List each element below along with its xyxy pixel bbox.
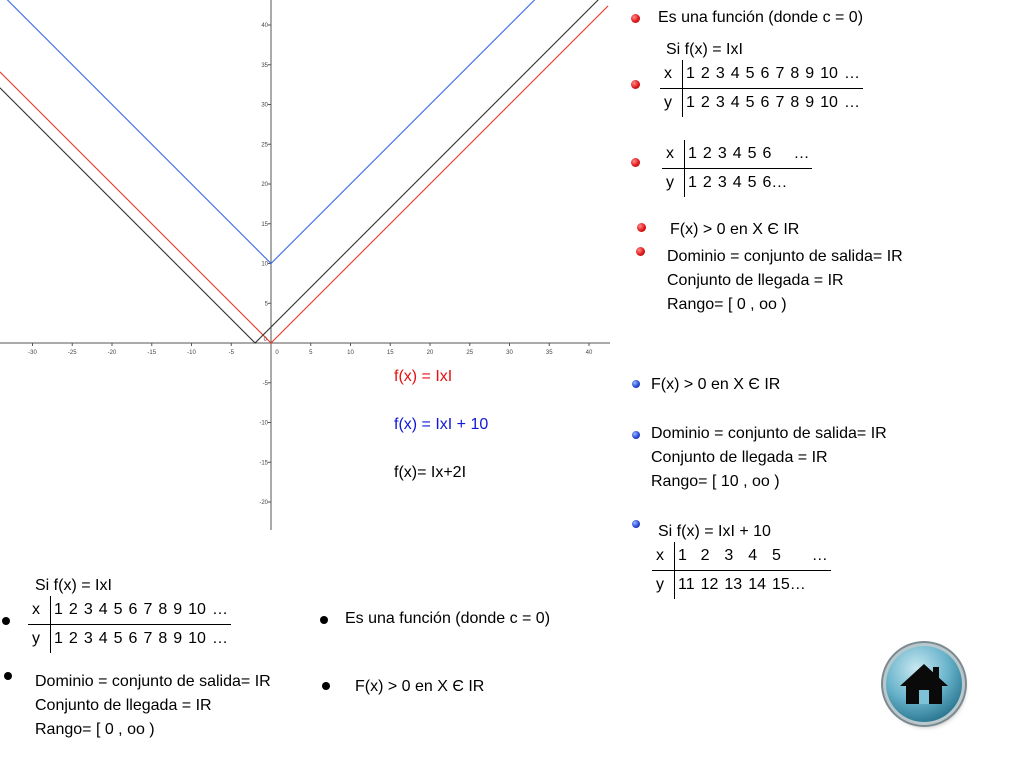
black-si-fx: Si f(x) = IxI <box>35 577 112 594</box>
red-table-2 <box>662 140 812 197</box>
table-cell: 4 <box>98 630 108 647</box>
black-positive: F(x) > 0 en X Є IR <box>355 678 485 695</box>
table-cell: 3 <box>83 630 93 647</box>
table-cell: 7 <box>775 94 785 111</box>
blue-bullet-icon <box>632 380 640 388</box>
red-llegada: Conjunto de llegada = IR <box>667 272 844 289</box>
table-cell: 12 <box>700 576 719 593</box>
x-axis-ticks <box>28 343 593 356</box>
table-header-x: x <box>660 60 683 89</box>
table-row <box>652 571 831 600</box>
table-cell: … <box>809 542 831 571</box>
home-icon <box>898 660 950 708</box>
x-tick-label: 10 <box>347 350 354 356</box>
black-is-function: Es una función (donde c = 0) <box>345 610 551 627</box>
table-cell: 1 <box>675 542 698 571</box>
blue-table <box>652 542 831 599</box>
y-tick-label: 10 <box>261 261 268 268</box>
y-tick-label: 35 <box>261 62 268 69</box>
table-cell: 7 <box>772 60 787 89</box>
x-tick-label: -20 <box>107 350 117 356</box>
blue-rango: Rango= [ 10 , oo ) <box>651 473 780 490</box>
table-cell: 5 <box>747 174 757 191</box>
table-header-y: y <box>660 89 683 118</box>
y-axis-ticks <box>259 23 271 506</box>
function-graph <box>0 0 610 530</box>
table-cell: 4 <box>96 596 111 625</box>
x-tick-label: -10 <box>187 350 196 356</box>
red-bullet-icon <box>637 223 646 232</box>
table-cell: 1 <box>683 60 698 89</box>
table-cell: 5 <box>745 140 760 169</box>
table-cell: 8 <box>787 60 802 89</box>
red-is-function: Es una función (donde c = 0) <box>658 9 864 26</box>
x-tick-label: -25 <box>67 350 77 356</box>
blue-bullet-icon <box>632 431 640 439</box>
table-cell: 14 <box>748 576 766 593</box>
table-header-y: y <box>652 571 675 600</box>
table-row <box>660 89 863 118</box>
table-header-y: y <box>28 625 51 654</box>
table-header-x: x <box>652 542 675 571</box>
y-tick-label: -15 <box>259 460 268 467</box>
table-cell: 10 <box>188 630 206 647</box>
y-tick-label: 5 <box>264 301 268 308</box>
x-tick-label: -5 <box>228 350 234 356</box>
table-cell: … <box>841 60 863 89</box>
table-cell: 11 <box>678 576 695 593</box>
table-cell: … <box>843 94 860 111</box>
x-tick-label: 25 <box>466 350 474 356</box>
blue-dominio: Dominio = conjunto de salida= IR <box>651 425 887 442</box>
table-cell: 15… <box>772 576 806 593</box>
red-bullet-icon <box>631 14 640 23</box>
table-cell: 3 <box>717 174 727 191</box>
red-bullet-icon <box>631 80 640 89</box>
red-rango: Rango= [ 0 , oo ) <box>667 296 787 313</box>
table-cell: 6… <box>762 174 788 191</box>
x-tick-label: 20 <box>426 350 434 356</box>
table-cell: 10 <box>817 60 841 89</box>
y-tick-label: 25 <box>261 142 268 149</box>
y-tick-label: -20 <box>259 500 268 506</box>
table-cell: 5 <box>113 630 123 647</box>
curve-abs-x-plus-2 <box>0 0 608 343</box>
table-cell: 10 <box>185 596 209 625</box>
table-cell: 5 <box>745 94 755 111</box>
red-bullet-icon <box>636 247 645 256</box>
y-tick-label: -5 <box>262 380 268 387</box>
legend-red-function: f(x) = IxI <box>394 368 453 385</box>
table-cell: 2 <box>68 630 78 647</box>
black-dominio: Dominio = conjunto de salida= IR <box>35 673 271 690</box>
table-cell: 6 <box>760 94 770 111</box>
table-cell: 3 <box>713 60 728 89</box>
y-tick-label: 40 <box>261 23 268 29</box>
red-si-fx: Si f(x) = IxI <box>666 41 743 58</box>
y-tick-label: 30 <box>261 102 268 109</box>
table-cell: 3 <box>721 542 745 571</box>
table-cell: 4 <box>732 174 742 191</box>
table-cell: 2 <box>698 542 722 571</box>
home-button[interactable] <box>886 646 962 722</box>
table-row <box>662 140 812 169</box>
table-row <box>652 542 831 571</box>
x-tick-label: 40 <box>585 350 593 356</box>
table-cell: 5 <box>743 60 758 89</box>
table-cell: 13 <box>724 576 743 593</box>
x-tick-label: 15 <box>386 350 394 356</box>
table-cell: 1 <box>54 630 63 647</box>
table-row <box>28 625 231 654</box>
table-cell: 3 <box>81 596 96 625</box>
x-tick-label: 0 <box>275 350 279 356</box>
table-cell: … <box>209 596 231 625</box>
x-tick-label: -30 <box>28 350 37 356</box>
table-cell: 7 <box>143 630 153 647</box>
table-cell: 9 <box>805 94 815 111</box>
table-cell: 8 <box>158 630 168 647</box>
table-cell: 2 <box>66 596 81 625</box>
table-cell: … <box>211 630 228 647</box>
blue-si-fx: Si f(x) = IxI + 10 <box>658 523 771 540</box>
table-row <box>660 60 863 89</box>
black-bullet-icon <box>322 682 330 690</box>
black-table <box>28 596 231 653</box>
black-bullet-icon <box>320 616 328 624</box>
red-dominio: Dominio = conjunto de salida= IR <box>667 248 903 265</box>
legend-blue-function: f(x) = IxI + 10 <box>394 416 489 433</box>
black-llegada: Conjunto de llegada = IR <box>35 697 212 714</box>
y-tick-label: -10 <box>259 420 268 427</box>
y-tick-label: 15 <box>261 221 268 228</box>
table-cell: 6 <box>126 596 141 625</box>
table-cell: 6 <box>760 140 791 169</box>
curve-abs-x <box>0 6 608 343</box>
table-cell: 2 <box>702 174 712 191</box>
x-tick-label: 35 <box>545 350 553 356</box>
table-cell: 8 <box>155 596 170 625</box>
red-positive: F(x) > 0 en X Є IR <box>670 221 800 238</box>
black-bullet-icon <box>4 672 12 680</box>
table-cell: 5 <box>769 542 809 571</box>
blue-positive: F(x) > 0 en X Є IR <box>651 376 781 393</box>
black-rango: Rango= [ 0 , oo ) <box>35 721 155 738</box>
table-cell: 1 <box>688 174 697 191</box>
red-table-1 <box>660 60 863 117</box>
table-row <box>662 169 812 198</box>
table-row <box>28 596 231 625</box>
table-cell: 5 <box>111 596 126 625</box>
table-cell: 2 <box>700 140 715 169</box>
blue-bullet-icon <box>632 520 640 528</box>
table-cell: 6 <box>758 60 773 89</box>
table-cell: 6 <box>128 630 138 647</box>
table-cell: 2 <box>698 60 713 89</box>
table-cell: 8 <box>790 94 800 111</box>
table-cell: 10 <box>820 94 838 111</box>
x-tick-label: 30 <box>506 350 513 356</box>
table-cell: 3 <box>715 94 725 111</box>
table-header-x: x <box>662 140 685 169</box>
table-cell: 4 <box>728 60 743 89</box>
table-cell: 1 <box>51 596 66 625</box>
table-cell: 3 <box>715 140 730 169</box>
table-cell: 1 <box>685 140 700 169</box>
table-cell: 4 <box>730 140 745 169</box>
x-tick-label: -15 <box>147 350 157 356</box>
legend-black-function: f(x)= Ix+2I <box>394 464 467 481</box>
table-cell: 9 <box>173 630 183 647</box>
curve-abs-x-plus-10 <box>0 0 608 264</box>
table-cell: 2 <box>700 94 710 111</box>
table-cell: 9 <box>170 596 185 625</box>
table-cell: 1 <box>686 94 695 111</box>
table-cell: 4 <box>730 94 740 111</box>
red-bullet-icon <box>631 158 640 167</box>
table-cell: 7 <box>140 596 155 625</box>
table-cell: … <box>790 140 812 169</box>
blue-llegada: Conjunto de llegada = IR <box>651 449 828 466</box>
x-tick-label: 5 <box>309 350 313 356</box>
table-cell: 4 <box>745 542 769 571</box>
black-bullet-icon <box>2 617 10 625</box>
y-tick-label: 20 <box>261 182 268 188</box>
origin-label: 0 <box>263 337 267 343</box>
table-cell: 9 <box>802 60 817 89</box>
graph-curves <box>0 0 608 343</box>
table-header-y: y <box>662 169 685 198</box>
table-header-x: x <box>28 596 51 625</box>
